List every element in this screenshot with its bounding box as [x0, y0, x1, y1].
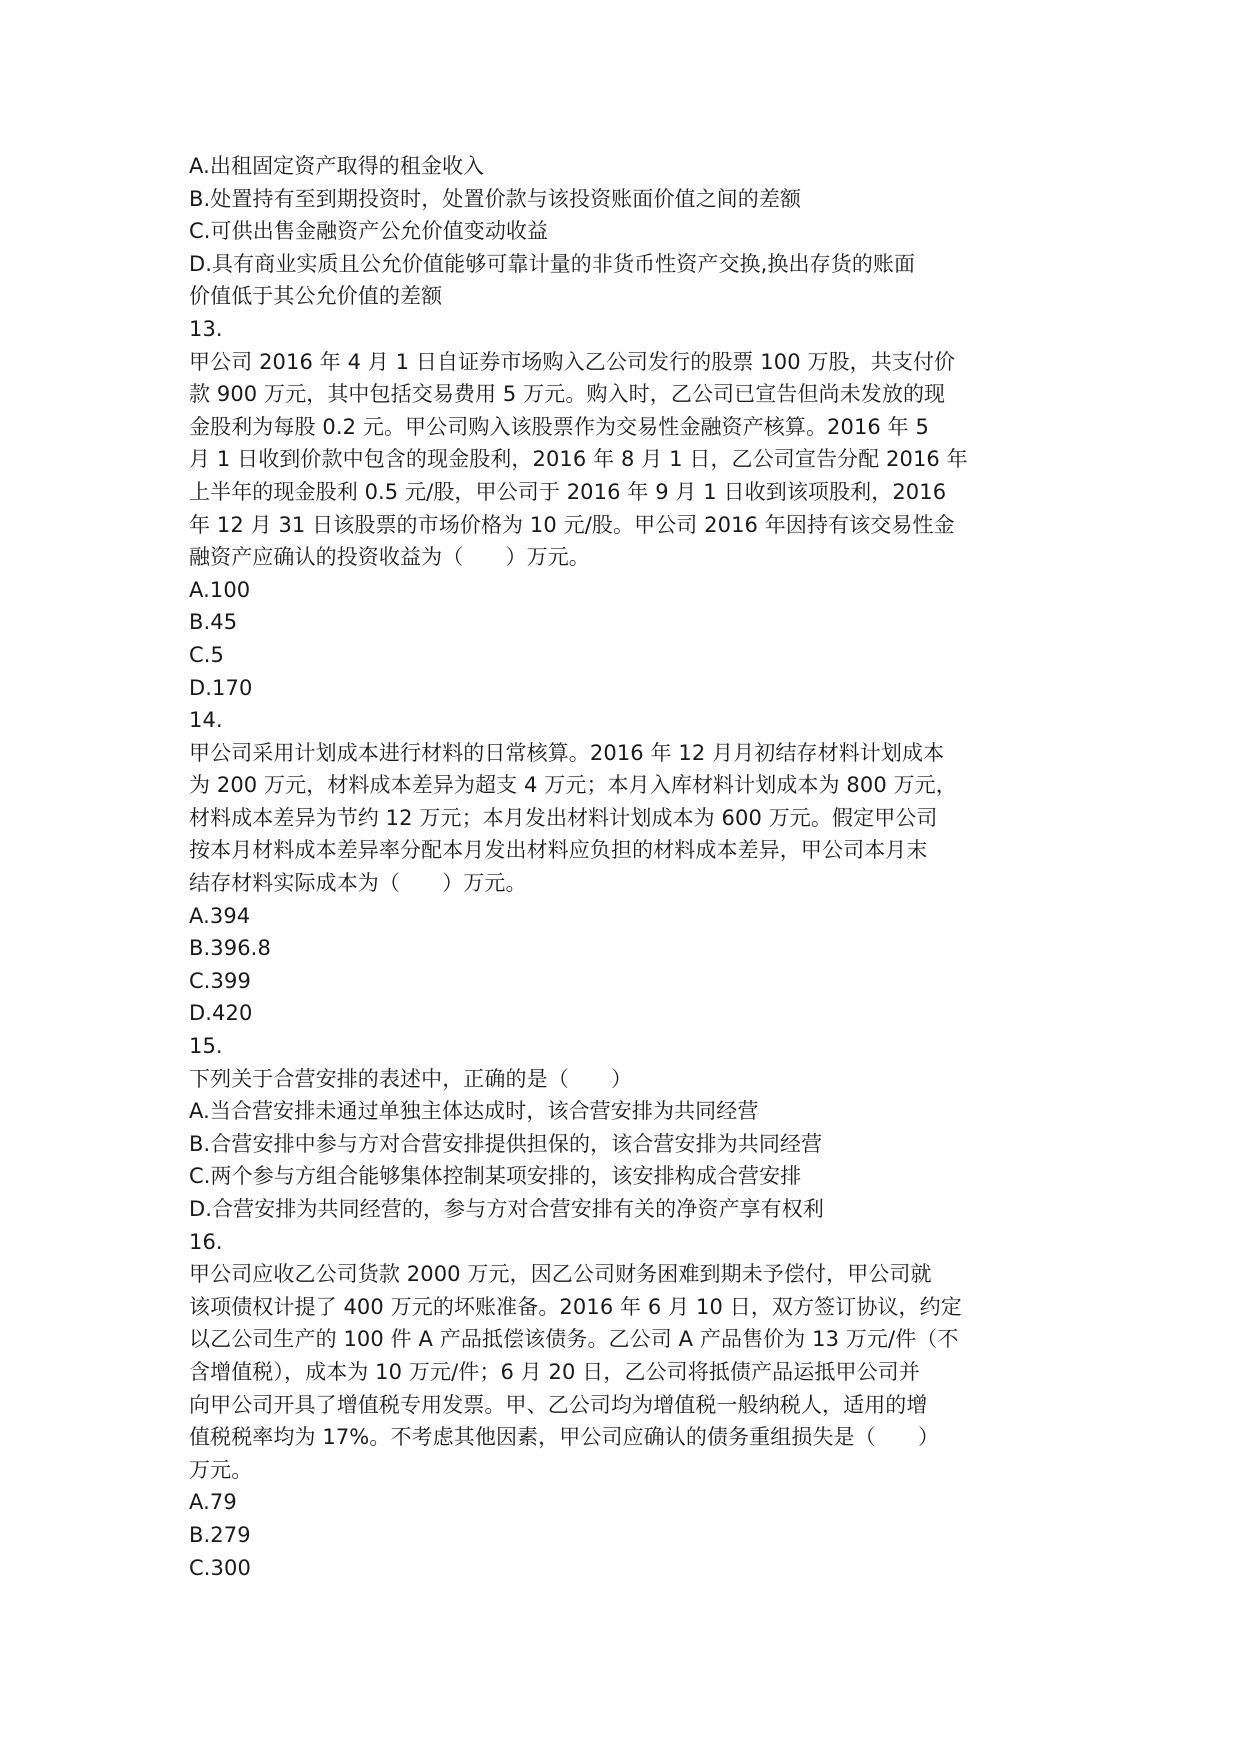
q13-stem-line3: 金股利为每股 0.2 元。甲公司购入该股票作为交易性金融资产核算。2016 年 5 — [189, 414, 929, 439]
q15-option-d: D.合营安排为共同经营的，参与方对合营安排有关的净资产享有权利 — [189, 1197, 824, 1221]
q14-stem-line4: 按本月材料成本差异率分配本月发出材料应负担的材料成本差异，甲公司本月末 — [189, 838, 928, 863]
q14-option-a: A.394 — [189, 903, 251, 928]
q16-option-b: B.279 — [189, 1522, 251, 1547]
q12-option-d-line2: 价值低于其公允价值的差额 — [189, 284, 443, 309]
q12-option-d-line1: D.具有商业实质且公允价值能够可靠计量的非货币性资产交换,换出存货的账面 — [189, 251, 916, 276]
q15-number: 15. — [189, 1034, 223, 1059]
document-page — [189, 150, 1061, 1584]
q12-option-b: B.处置持有至到期投资时，处置价款与该投资账面价值之间的差额 — [189, 186, 802, 211]
q14-option-d: D.420 — [189, 1001, 253, 1026]
q13-stem-line1: 甲公司 2016 年 4 月 1 日自证券市场购入乙公司发行的股票 100 万股，共支付价 — [189, 349, 956, 374]
q13-number: 13. — [189, 316, 223, 341]
q13-stem-line2: 款 900 万元，其中包括交易费用 5 万元。购入时，乙公司已宣告但尚未发放的现 — [189, 382, 946, 407]
q16-stem-line4: 含增值税），成本为 10 万元/件；6 月 20 日，乙公司将抵债产品运抵甲公司并 — [189, 1359, 920, 1384]
q13-stem-line5: 上半年的现金股利 0.5 元/股，甲公司于 2016 年 9 月 1 日收到该项股利，2016 — [189, 479, 947, 504]
q15-option-b: B.合营安排中参与方对合营安排提供担保的，该合营安排为共同经营 — [189, 1131, 823, 1156]
q16-stem-line5: 向甲公司开具了增值税专用发票。甲、乙公司均为增值税一般纳税人，适用的增 — [189, 1392, 928, 1417]
q13-stem-line6: 年 12 月 31 日该股票的市场价格为 10 元/股。甲公司 2016 年因持有该交易性金 — [189, 512, 955, 537]
q12-option-a: A.出租固定资产取得的租金收入 — [189, 154, 485, 178]
q15-option-c: C.两个参与方组合能够集体控制某项安排的，该安排构成合营安排 — [189, 1164, 802, 1189]
q14-stem-line5: 结存材料实际成本为（ ）万元。 — [189, 871, 527, 896]
q16-option-a: A.79 — [189, 1490, 237, 1515]
q16-stem-line2: 该项债权计提了 400 万元的坏账准备。2016 年 6 月 10 日，双方签订协议，约定 — [189, 1294, 962, 1319]
q16-option-c: C.300 — [189, 1555, 251, 1580]
q13-option-d: D.170 — [189, 675, 253, 700]
q16-stem-line3: 以乙公司生产的 100 件 A 产品抵偿该债务。乙公司 A 产品售价为 13 万元/件（不 — [189, 1327, 959, 1352]
q14-stem-line3: 材料成本差异为节约 12 万元；本月发出材料计划成本为 600 万元。假定甲公司 — [189, 805, 938, 830]
q14-stem-line2: 为 200 万元，材料成本差异为超支 4 万元；本月入库材料计划成本为 800 万元， — [189, 773, 957, 798]
q13-stem-line7: 融资产应确认的投资收益为（ ）万元。 — [189, 545, 590, 570]
q13-option-a: A.100 — [189, 577, 251, 602]
q16-stem-line7: 万元。 — [189, 1457, 253, 1482]
q14-option-c: C.399 — [189, 968, 251, 993]
q15-option-a: A.当合营安排未通过单独主体达成时，该合营安排为共同经营 — [189, 1099, 759, 1124]
q14-option-b: B.396.8 — [189, 936, 271, 961]
q13-option-b: B.45 — [189, 610, 238, 635]
q12-option-c: C.可供出售金融资产公允价值变动收益 — [189, 219, 549, 244]
q13-option-c: C.5 — [189, 642, 224, 667]
q16-stem-line1: 甲公司应收乙公司货款 2000 万元，因乙公司财务困难到期未予偿付，甲公司就 — [189, 1262, 932, 1287]
q13-stem-line4: 月 1 日收到价款中包含的现金股利，2016 年 8 月 1 日，乙公司宣告分配 2016 年 — [189, 447, 968, 472]
q15-stem-line1: 下列关于合营安排的表述中，正确的是（ ） — [189, 1066, 633, 1091]
q16-number: 16. — [189, 1229, 223, 1254]
q14-stem-line1: 甲公司采用计划成本进行材料的日常核算。2016 年 12 月月初结存材料计划成本 — [189, 740, 945, 765]
q16-stem-line6: 值税税率均为 17%。不考虑其他因素，甲公司应确认的债务重组损失是（ ） — [189, 1425, 940, 1450]
q14-number: 14. — [189, 708, 223, 733]
